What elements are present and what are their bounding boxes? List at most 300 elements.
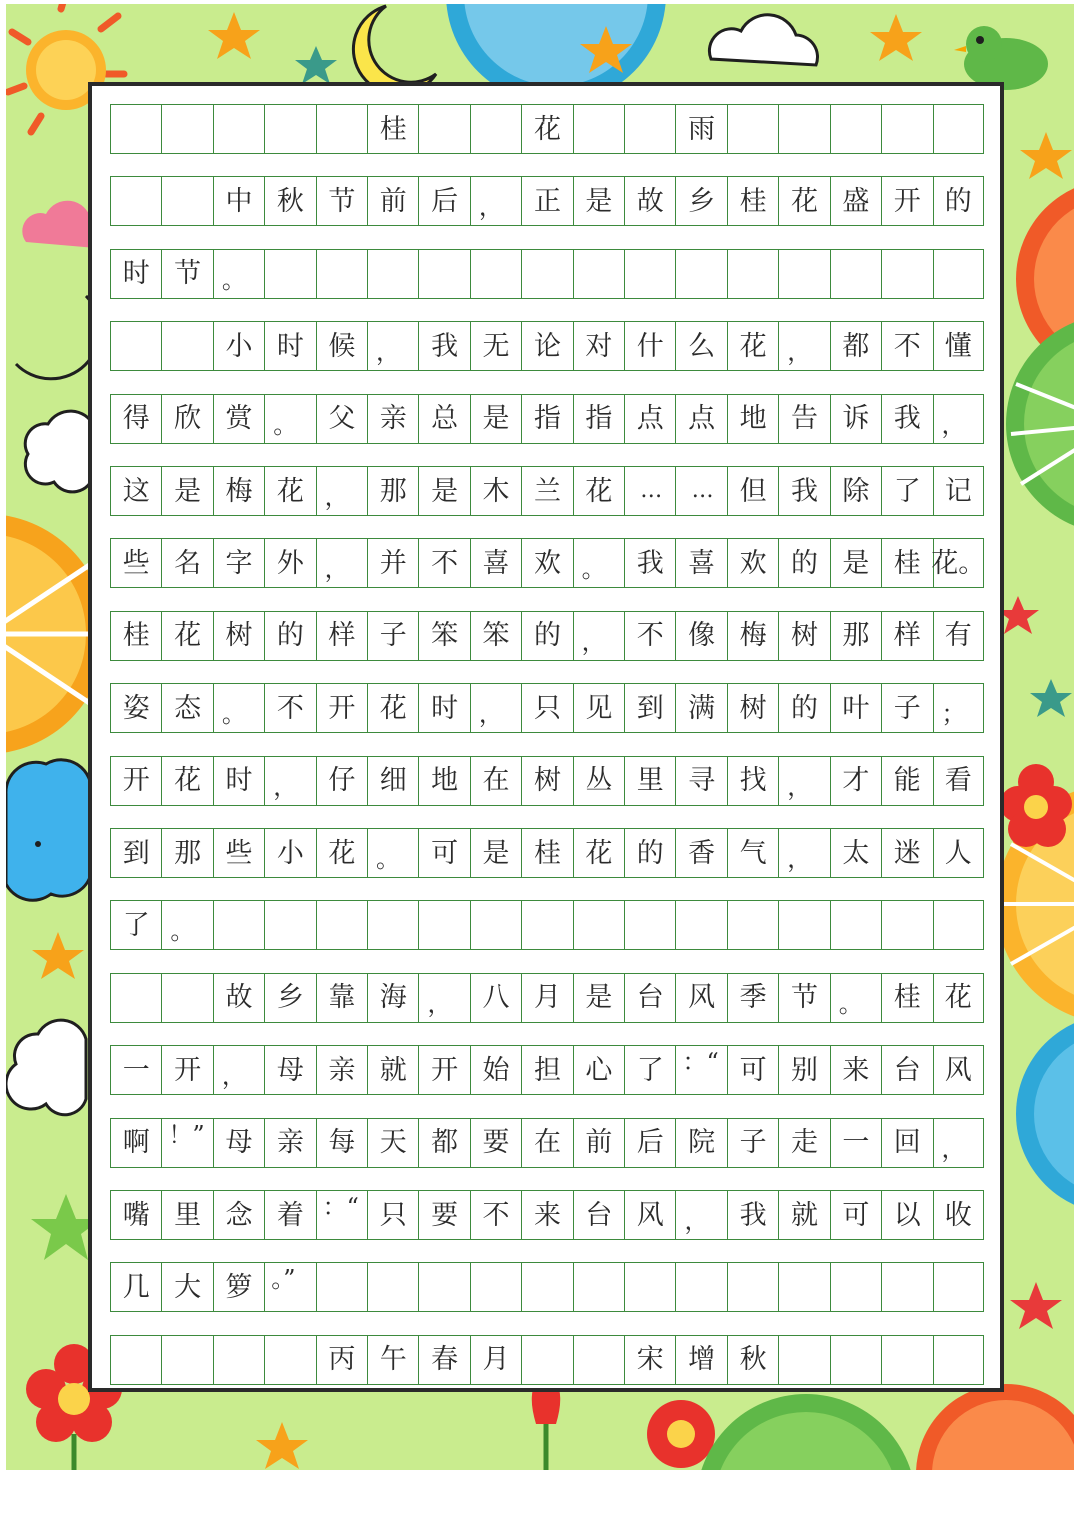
text-char: 外 xyxy=(264,538,315,588)
text-char: 桂 xyxy=(881,973,932,1023)
grid-cell xyxy=(881,249,932,299)
text-char: 嘴 xyxy=(110,1190,161,1240)
text-char: 就 xyxy=(367,1045,418,1095)
text-row xyxy=(110,756,984,806)
text-char: 样 xyxy=(881,611,932,661)
text-char: 我 xyxy=(418,321,469,371)
text-char: 得 xyxy=(110,394,161,444)
text-char: 无 xyxy=(470,321,521,371)
text-char: 亲 xyxy=(367,394,418,444)
text-char: 花。 xyxy=(933,538,984,588)
text-char: ：“ xyxy=(675,1045,726,1095)
text-char: 只 xyxy=(521,683,572,733)
text-char: 候 xyxy=(316,321,367,371)
text-char: 梅 xyxy=(213,466,264,516)
text-char: 故 xyxy=(213,973,264,1023)
text-char: 字 xyxy=(213,538,264,588)
signature-row xyxy=(110,1335,984,1385)
grid-cell xyxy=(264,900,315,950)
grid-cell xyxy=(110,176,161,226)
grid-cell xyxy=(521,1335,572,1385)
text-char: 要 xyxy=(470,1118,521,1168)
grid-cell xyxy=(778,249,829,299)
text-char: 喜 xyxy=(675,538,726,588)
grid-cell xyxy=(881,1262,932,1312)
text-char: ， xyxy=(675,1190,726,1240)
text-char: 我 xyxy=(727,1190,778,1240)
text-char: 箩 xyxy=(213,1262,264,1312)
essay-grid xyxy=(110,104,986,1376)
text-char: 花 xyxy=(316,828,367,878)
text-char: 花 xyxy=(264,466,315,516)
text-char: 是 xyxy=(470,394,521,444)
text-char: 是 xyxy=(573,176,624,226)
text-char: 花 xyxy=(161,611,212,661)
text-char: 才 xyxy=(830,756,881,806)
text-char: 着 xyxy=(264,1190,315,1240)
text-char: 以 xyxy=(881,1190,932,1240)
text-char: 节 xyxy=(316,176,367,226)
text-char: 大 xyxy=(161,1262,212,1312)
text-char: 梅 xyxy=(727,611,778,661)
text-char: 台 xyxy=(573,1190,624,1240)
grid-cell xyxy=(418,104,469,154)
text-char: 的 xyxy=(778,683,829,733)
text-char: 桂 xyxy=(881,538,932,588)
grid-cell xyxy=(881,900,932,950)
text-char: 桂 xyxy=(521,828,572,878)
text-char: 有 xyxy=(933,611,984,661)
text-char: ， xyxy=(367,321,418,371)
text-char: 木 xyxy=(470,466,521,516)
text-char: 兰 xyxy=(521,466,572,516)
text-char: 诉 xyxy=(830,394,881,444)
grid-cell xyxy=(933,900,984,950)
text-char: 前 xyxy=(573,1118,624,1168)
text-char: 我 xyxy=(778,466,829,516)
text-char: … xyxy=(675,466,726,516)
text-char: ， xyxy=(933,394,984,444)
text-char: 但 xyxy=(727,466,778,516)
grid-cell xyxy=(830,900,881,950)
grid-cell xyxy=(933,249,984,299)
grid-cell xyxy=(830,1262,881,1312)
signature-date-char: 月 xyxy=(470,1335,521,1385)
star-icon xyxy=(295,46,337,84)
text-char: 靠 xyxy=(316,973,367,1023)
grid-cell xyxy=(213,900,264,950)
text-char: 对 xyxy=(573,321,624,371)
umbrella-icon xyxy=(696,1384,1074,1470)
text-char: ， xyxy=(778,321,829,371)
grid-cell xyxy=(521,1262,572,1312)
signature-author-char: 增 xyxy=(675,1335,726,1385)
text-row xyxy=(110,683,984,733)
signature-date-char: 午 xyxy=(367,1335,418,1385)
text-char: 节 xyxy=(778,973,829,1023)
text-char: 。 xyxy=(161,900,212,950)
text-char: 收 xyxy=(933,1190,984,1240)
text-char: 月 xyxy=(521,973,572,1023)
text-char: 可 xyxy=(830,1190,881,1240)
text-row xyxy=(110,828,984,878)
text-char: 后 xyxy=(418,176,469,226)
text-char: 天 xyxy=(367,1118,418,1168)
grid-cell xyxy=(470,104,521,154)
text-char: 那 xyxy=(367,466,418,516)
text-char: 里 xyxy=(624,756,675,806)
grid-cell xyxy=(778,104,829,154)
text-char: ， xyxy=(470,683,521,733)
text-char: 故 xyxy=(624,176,675,226)
grid-cell xyxy=(110,104,161,154)
text-char: 花 xyxy=(778,176,829,226)
umbrella-icon xyxy=(6,514,106,754)
text-row xyxy=(110,249,984,299)
text-char: ， xyxy=(573,611,624,661)
text-char: 父 xyxy=(316,394,367,444)
grid-cell xyxy=(624,104,675,154)
text-char: 是 xyxy=(830,538,881,588)
text-char: 中 xyxy=(213,176,264,226)
text-char: 子 xyxy=(881,683,932,733)
grid-cell xyxy=(316,249,367,299)
text-char: 小 xyxy=(264,828,315,878)
text-char: 桂 xyxy=(727,176,778,226)
text-char: 满 xyxy=(675,683,726,733)
grid-cell xyxy=(418,1262,469,1312)
text-char: 来 xyxy=(830,1045,881,1095)
text-char: 都 xyxy=(830,321,881,371)
text-char: 笨 xyxy=(418,611,469,661)
text-char: 么 xyxy=(675,321,726,371)
text-char: 地 xyxy=(727,394,778,444)
text-char: 开 xyxy=(316,683,367,733)
grid-cell xyxy=(675,249,726,299)
text-char: 走 xyxy=(778,1118,829,1168)
text-char: 风 xyxy=(933,1045,984,1095)
title-row xyxy=(110,104,984,154)
text-char: 正 xyxy=(521,176,572,226)
signature-author-char: 秋 xyxy=(727,1335,778,1385)
text-char: 到 xyxy=(624,683,675,733)
text-char: 。 xyxy=(264,394,315,444)
text-char: 盛 xyxy=(830,176,881,226)
grid-cell xyxy=(830,249,881,299)
text-char: 喜 xyxy=(470,538,521,588)
text-char: 时 xyxy=(213,756,264,806)
text-char: 能 xyxy=(881,756,932,806)
text-char: 花 xyxy=(573,828,624,878)
grid-cell xyxy=(213,104,264,154)
text-char: 后 xyxy=(624,1118,675,1168)
text-char: 见 xyxy=(573,683,624,733)
text-char: 时 xyxy=(110,249,161,299)
title-char: 花 xyxy=(521,104,572,154)
text-char: 来 xyxy=(521,1190,572,1240)
grid-cell xyxy=(161,973,212,1023)
star-icon xyxy=(1030,679,1072,717)
text-char: 母 xyxy=(264,1045,315,1095)
text-row xyxy=(110,1262,984,1312)
text-char: 笨 xyxy=(470,611,521,661)
text-char: 我 xyxy=(624,538,675,588)
grid-cell xyxy=(675,900,726,950)
text-char: 总 xyxy=(418,394,469,444)
text-char: 些 xyxy=(110,538,161,588)
text-char: 子 xyxy=(727,1118,778,1168)
text-char: 小 xyxy=(213,321,264,371)
text-char: 时 xyxy=(418,683,469,733)
text-char: 台 xyxy=(624,973,675,1023)
text-char: 母 xyxy=(213,1118,264,1168)
grid-cell xyxy=(881,104,932,154)
grid-cell xyxy=(316,1262,367,1312)
grid-cell xyxy=(624,1262,675,1312)
grid-cell xyxy=(161,176,212,226)
grid-cell xyxy=(264,1335,315,1385)
text-char: 开 xyxy=(418,1045,469,1095)
text-char: 担 xyxy=(521,1045,572,1095)
grid-cell xyxy=(573,104,624,154)
text-char: 姿 xyxy=(110,683,161,733)
grid-cell xyxy=(573,1335,624,1385)
grid-cell xyxy=(727,249,778,299)
text-char: 的 xyxy=(624,828,675,878)
text-char: 看 xyxy=(933,756,984,806)
text-char: 懂 xyxy=(933,321,984,371)
grid-cell xyxy=(933,1335,984,1385)
text-char: 要 xyxy=(418,1190,469,1240)
text-char: 子 xyxy=(367,611,418,661)
text-char: 叶 xyxy=(830,683,881,733)
text-char: 到 xyxy=(110,828,161,878)
text-char: 花 xyxy=(161,756,212,806)
text-char: 树 xyxy=(521,756,572,806)
text-char: 赏 xyxy=(213,394,264,444)
text-char: 时 xyxy=(264,321,315,371)
text-char: ， xyxy=(316,466,367,516)
flower-icon xyxy=(1000,764,1072,847)
text-char: 。 xyxy=(830,973,881,1023)
text-char: ， xyxy=(213,1045,264,1095)
text-char: 花 xyxy=(573,466,624,516)
grid-cell xyxy=(778,1262,829,1312)
grid-cell xyxy=(470,900,521,950)
grid-cell xyxy=(881,1335,932,1385)
text-char: 这 xyxy=(110,466,161,516)
text-char: 风 xyxy=(675,973,726,1023)
text-char: 名 xyxy=(161,538,212,588)
grid-cell xyxy=(830,104,881,154)
grid-cell xyxy=(418,249,469,299)
text-char: 开 xyxy=(110,756,161,806)
text-char: 了 xyxy=(110,900,161,950)
grid-cell xyxy=(470,249,521,299)
text-char: 我 xyxy=(881,394,932,444)
text-char: 点 xyxy=(624,394,675,444)
text-char: 找 xyxy=(727,756,778,806)
text-row xyxy=(110,176,984,226)
text-char: ， xyxy=(778,756,829,806)
star-icon xyxy=(31,1194,101,1260)
grid-cell xyxy=(110,973,161,1023)
text-row xyxy=(110,973,984,1023)
text-char: 欢 xyxy=(521,538,572,588)
text-char: ， xyxy=(316,538,367,588)
text-char: 记 xyxy=(933,466,984,516)
grid-cell xyxy=(264,104,315,154)
text-char: 可 xyxy=(727,1045,778,1095)
text-char: 的 xyxy=(264,611,315,661)
text-char: 一 xyxy=(110,1045,161,1095)
text-char: 几 xyxy=(110,1262,161,1312)
text-char: 心 xyxy=(573,1045,624,1095)
text-char: 香 xyxy=(675,828,726,878)
grid-cell xyxy=(264,249,315,299)
text-char: 只 xyxy=(367,1190,418,1240)
text-char: 的 xyxy=(933,176,984,226)
grid-cell xyxy=(675,1262,726,1312)
text-char: 指 xyxy=(521,394,572,444)
text-char: 树 xyxy=(727,683,778,733)
text-char: 乡 xyxy=(675,176,726,226)
text-char: 。 xyxy=(213,683,264,733)
text-char: 桂 xyxy=(110,611,161,661)
text-char: 的 xyxy=(778,538,829,588)
text-char: 除 xyxy=(830,466,881,516)
text-char: 台 xyxy=(881,1045,932,1095)
text-char: 念 xyxy=(213,1190,264,1240)
text-char: 欣 xyxy=(161,394,212,444)
text-row xyxy=(110,1045,984,1095)
text-char: 一 xyxy=(830,1118,881,1168)
grid-cell xyxy=(521,900,572,950)
text-row xyxy=(110,611,984,661)
grid-cell xyxy=(573,1262,624,1312)
text-char: 。” xyxy=(264,1262,315,1312)
text-char: ， xyxy=(264,756,315,806)
text-char: 不 xyxy=(264,683,315,733)
text-char: 。 xyxy=(213,249,264,299)
text-char: 开 xyxy=(881,176,932,226)
cloud-icon xyxy=(709,15,817,65)
text-char: ， xyxy=(470,176,521,226)
text-char: 在 xyxy=(521,1118,572,1168)
text-char: 了 xyxy=(624,1045,675,1095)
text-char: 寻 xyxy=(675,756,726,806)
text-char: 那 xyxy=(161,828,212,878)
text-char: 八 xyxy=(470,973,521,1023)
text-char: 亲 xyxy=(264,1118,315,1168)
cloud-icon xyxy=(6,1020,86,1115)
text-char: 回 xyxy=(881,1118,932,1168)
text-row xyxy=(110,538,984,588)
text-char: 花 xyxy=(727,321,778,371)
text-char: 告 xyxy=(778,394,829,444)
cloud-icon xyxy=(22,201,100,248)
text-char: ， xyxy=(418,973,469,1023)
text-char: ！” xyxy=(161,1118,212,1168)
cloud-icon xyxy=(6,760,91,900)
grid-cell xyxy=(624,900,675,950)
text-char: 论 xyxy=(521,321,572,371)
grid-cell xyxy=(933,104,984,154)
grid-cell xyxy=(316,104,367,154)
text-char: 秋 xyxy=(264,176,315,226)
grid-cell xyxy=(161,321,212,371)
grid-cell xyxy=(727,900,778,950)
text-char: 不 xyxy=(624,611,675,661)
text-char: 人 xyxy=(933,828,984,878)
text-char: 地 xyxy=(418,756,469,806)
text-char: 样 xyxy=(316,611,367,661)
text-char: 。 xyxy=(367,828,418,878)
grid-cell xyxy=(830,1335,881,1385)
text-char: 态 xyxy=(161,683,212,733)
text-char: 。 xyxy=(573,538,624,588)
text-char: 可 xyxy=(418,828,469,878)
text-char: 点 xyxy=(675,394,726,444)
text-char: 细 xyxy=(367,756,418,806)
text-char: 并 xyxy=(367,538,418,588)
bird-icon xyxy=(954,26,1048,90)
grid-cell xyxy=(778,900,829,950)
moon-icon xyxy=(16,296,100,379)
text-char: 不 xyxy=(418,538,469,588)
text-char: 乡 xyxy=(264,973,315,1023)
text-char: 是 xyxy=(573,973,624,1023)
title-char: 桂 xyxy=(367,104,418,154)
text-char: 是 xyxy=(418,466,469,516)
grid-cell xyxy=(778,1335,829,1385)
text-char: 别 xyxy=(778,1045,829,1095)
text-char: 树 xyxy=(213,611,264,661)
text-char: 都 xyxy=(418,1118,469,1168)
text-char: 些 xyxy=(213,828,264,878)
grid-cell xyxy=(161,104,212,154)
grid-cell xyxy=(161,1335,212,1385)
text-row xyxy=(110,900,984,950)
text-char: 什 xyxy=(624,321,675,371)
grid-cell xyxy=(933,1262,984,1312)
text-char: 里 xyxy=(161,1190,212,1240)
text-char: 就 xyxy=(778,1190,829,1240)
text-char: 季 xyxy=(727,973,778,1023)
text-char: 气 xyxy=(727,828,778,878)
grid-cell xyxy=(110,321,161,371)
grid-cell xyxy=(213,1335,264,1385)
grid-cell xyxy=(470,1262,521,1312)
grid-cell xyxy=(573,900,624,950)
text-char: ， xyxy=(933,1118,984,1168)
text-char: ， xyxy=(778,828,829,878)
moon-icon xyxy=(353,6,436,94)
text-char: 是 xyxy=(470,828,521,878)
text-char: 节 xyxy=(161,249,212,299)
text-char: 太 xyxy=(830,828,881,878)
text-char: 花 xyxy=(933,973,984,1023)
grid-cell xyxy=(727,1262,778,1312)
text-char: ：“ xyxy=(316,1190,367,1240)
cloud-icon xyxy=(25,411,94,492)
text-row xyxy=(110,394,984,444)
text-char: 欢 xyxy=(727,538,778,588)
text-char: ； xyxy=(933,683,984,733)
text-char: 啊 xyxy=(110,1118,161,1168)
text-row xyxy=(110,466,984,516)
text-char: 始 xyxy=(470,1045,521,1095)
